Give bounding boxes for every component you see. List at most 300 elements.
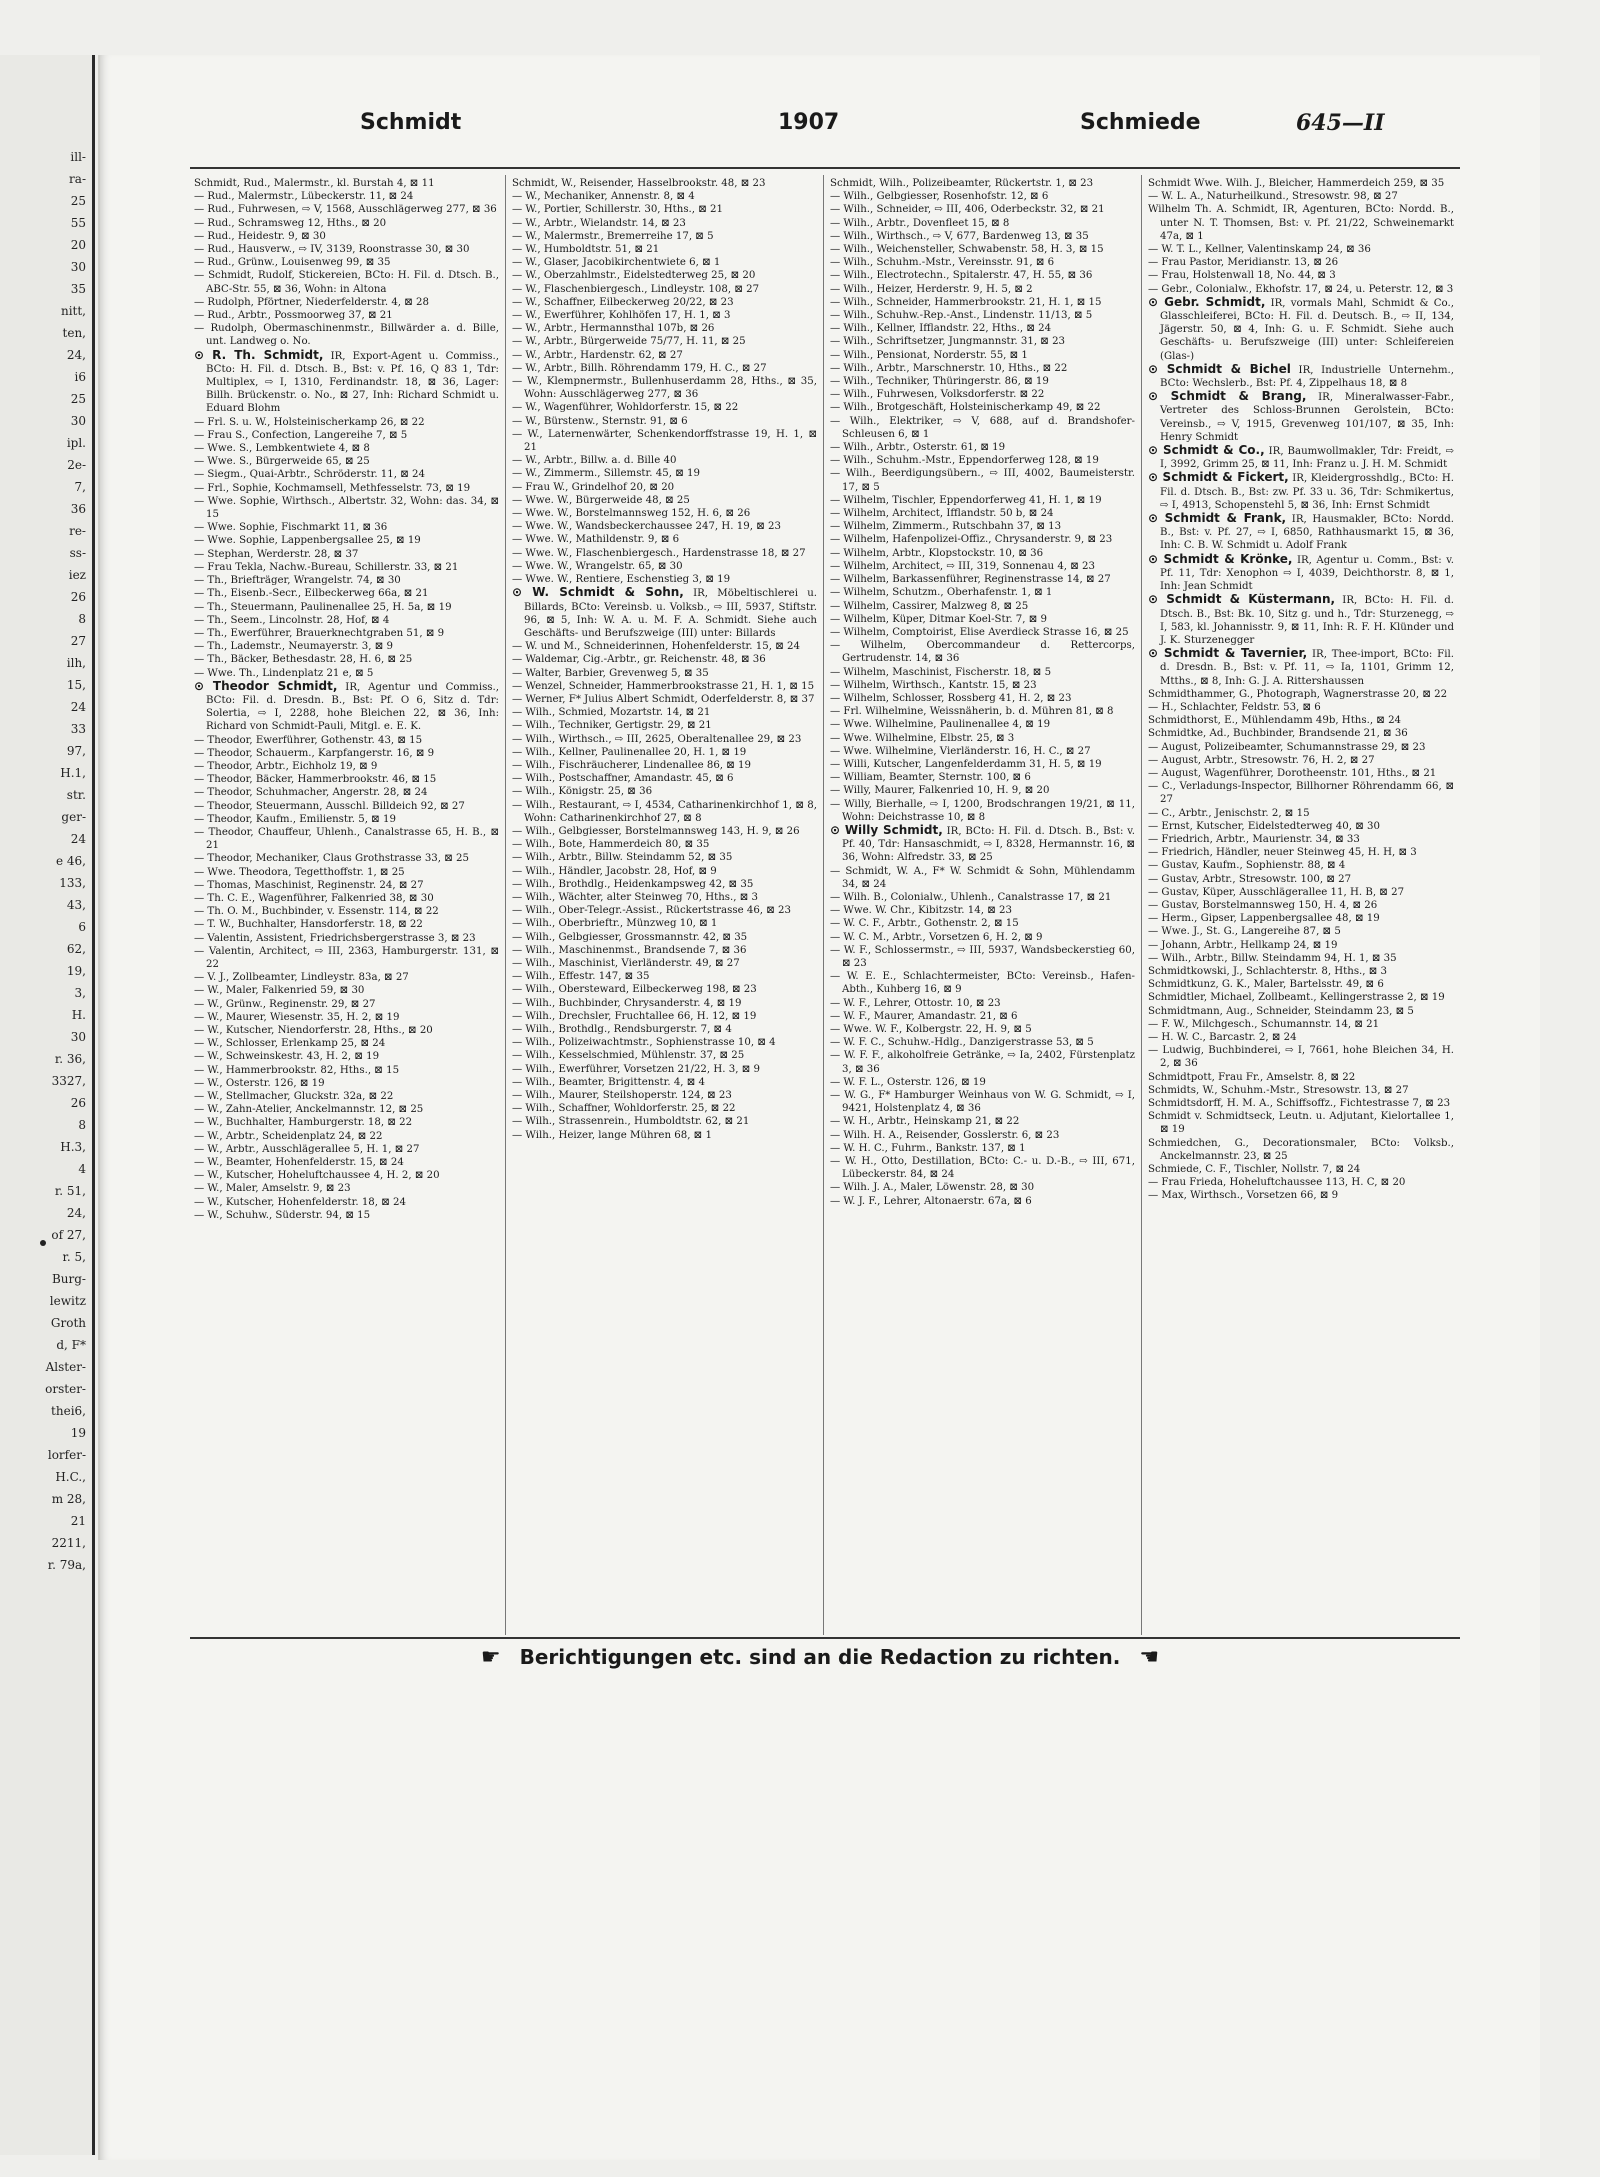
- directory-entry: — Wilhelm, Comptoirist, Elise Averdieck Strasse 16, ⊠ 25: [830, 626, 1129, 638]
- directory-entry: — Gustav, Kaufm., Sophienstr. 88, ⊠ 4: [1148, 860, 1346, 872]
- directory-entry: — Wilh., Arbtr., Billw. Steindamm 52, ⊠ 35: [512, 852, 733, 864]
- column-2: [506, 175, 824, 1635]
- directory-entry: — Wilhelm, Schlosser, Rossberg 41, H. 2, ⊠ 23: [830, 692, 1072, 704]
- directory-entry: Schmidthorst, E., Mühlendamm 49b, Hths., ⊠ 24: [1148, 715, 1402, 727]
- directory-entry: — W., Klempnermstr., Bullenhuserdamm 28, Hths., ⊠ 35, Wohn: Ausschlägerweg 277, ⊠ 36: [512, 376, 817, 401]
- previous-page-fragment: 24: [70, 700, 86, 714]
- firm-name: ⊙ Gebr. Schmidt,: [1148, 294, 1266, 309]
- directory-entry: — Th. C. E., Wagenführer, Falkenried 38, ⊠ 30: [194, 892, 434, 904]
- directory-entry: — Wilh., Brothdlg., Rendsburgerstr. 7, ⊠ 4: [512, 1024, 732, 1035]
- directory-entry: — Wilhelm, Küper, Ditmar Koel-Str. 7, ⊠ 9: [830, 613, 1048, 625]
- directory-entry: — W., Arbtr., Bürgerweide 75/77, H. 11, ⊠ 25: [512, 336, 746, 348]
- directory-entry: — Frau Tekla, Nachw.-Bureau, Schillerstr. 33, ⊠ 21: [194, 561, 459, 573]
- previous-page-fragment: 8: [78, 1118, 86, 1132]
- directory-entry: — W., Maler, Falkenried 59, ⊠ 30: [194, 985, 365, 997]
- directory-entry: ⊙ Schmidt & Co., IR, Baumwollmakler, Tdr: Freidt, ⇨ I, 3992, Grimm 25, ⊠ 11, Inh: Franz u. J. H. M. Schmidt: [1148, 443, 1454, 471]
- directory-entry: — H. W. C., Barcastr. 2, ⊠ 24: [1148, 1032, 1297, 1043]
- directory-entry: — W. F. L., Osterstr. 126, ⊠ 19: [830, 1076, 986, 1088]
- directory-entry: — Wilh., Buchbinder, Chrysanderstr. 4, ⊠ 19: [512, 997, 742, 1009]
- directory-entry: — W., Arbtr., Billw. a. d. Bille 40: [512, 455, 677, 467]
- directory-entry: — W., Zahn-Atelier, Anckelmannstr. 12, ⊠ 25: [194, 1104, 424, 1116]
- directory-entry: — Frl. S. u. W., Holsteinischerkamp 26, ⊠ 22: [194, 416, 425, 428]
- directory-entry: — Wilh., Gelbgiesser, Rosenhofstr. 12, ⊠ 6: [830, 191, 1049, 203]
- previous-page-fragment: 4: [78, 1162, 86, 1176]
- directory-entry: — Wwe. J., St. G., Langereihe 87, ⊠ 5: [1148, 926, 1341, 938]
- directory-entry: — Frau Pastor, Meridianstr. 13, ⊠ 26: [1148, 257, 1339, 269]
- directory-entry: — Wwe. Theodora, Tegetthoffstr. 1, ⊠ 25: [194, 866, 405, 878]
- directory-entry: Schmidt, W., Reisender, Hasselbrookstr. 48, ⊠ 23: [512, 178, 766, 189]
- directory-entry: — W. F., Lehrer, Ottostr. 10, ⊠ 23: [830, 997, 1001, 1009]
- previous-page-fragment: r. 5,: [62, 1250, 86, 1264]
- previous-page-fragment: 8: [78, 612, 86, 626]
- previous-page-fragment: H.: [71, 1008, 86, 1022]
- directory-entry: — Wwe. W., Wandsbeckerchaussee 247, H. 19, ⊠ 23: [512, 521, 781, 533]
- header-left-keyword: Schmidt: [360, 110, 462, 135]
- directory-entry: — F. W., Milchgesch., Schumannstr. 14, ⊠ 21: [1148, 1018, 1380, 1030]
- directory-entry: — Wilh., Fischräucherer, Lindenallee 86, ⊠ 19: [512, 759, 752, 771]
- directory-entry: — Wilh., Electrotechn., Spitalerstr. 47, H. 55, ⊠ 36: [830, 270, 1093, 282]
- previous-page-fragment: lewitz: [49, 1294, 86, 1308]
- directory-entry: — Wilh., Kesselschmied, Mühlenstr. 37, ⊠ 25: [512, 1050, 745, 1062]
- pointing-hand-left-icon: ☚: [1139, 1645, 1160, 1670]
- directory-entry: — Frau S., Confection, Langereihe 7, ⊠ 5: [194, 429, 408, 441]
- previous-page-fragment: Groth: [50, 1316, 86, 1330]
- directory-entry: — Schmidt, Rudolf, Stickereien, BCto: H. Fil. d. Dtsch. B., ABC-Str. 55, ⊠ 36, Wohn: in Altona: [194, 270, 499, 295]
- directory-entry: — Wilh., Schuhw.-Rep.-Anst., Lindenstr. 11/13, ⊠ 5: [830, 310, 1093, 322]
- directory-entry: — Wilh. B., Colonialw., Uhlenh., Canalstrasse 17, ⊠ 21: [830, 891, 1112, 903]
- directory-entry: — Wwe. W. F., Kolbergstr. 22, H. 9, ⊠ 5: [830, 1024, 1032, 1035]
- directory-entry: — Wwe. W., Wrangelstr. 65, ⊠ 30: [512, 560, 683, 572]
- directory-entry: — W., Schuhw., Süderstr. 94, ⊠ 15: [194, 1209, 371, 1221]
- previous-page-fragment: d, F*: [56, 1338, 86, 1352]
- directory-entry: Schmidt, Rud., Malermstr., kl. Burstah 4, ⊠ 11: [194, 178, 435, 189]
- directory-entry: — Wilh., Oberbrieftr., Münzweg 10, ⊠ 1: [512, 918, 718, 930]
- directory-entry: — W. H., Arbtr., Heinskamp 21, ⊠ 22: [830, 1116, 1020, 1128]
- ink-speck: [40, 1240, 46, 1246]
- directory-entry: — Wilh., Ober-Telegr.-Assist., Rückertstrasse 46, ⊠ 23: [512, 905, 792, 917]
- directory-entry: — August, Wagenführer, Dorotheenstr. 101, Hths., ⊠ 21: [1148, 767, 1437, 779]
- header-page-number: 645—II: [1296, 110, 1385, 136]
- directory-entry: — V. J., Zollbeamter, Lindleystr. 83a, ⊠ 27: [194, 972, 409, 984]
- directory-entry: — August, Polizeibeamter, Schumannstrasse 29, ⊠ 23: [1148, 741, 1426, 753]
- previous-page-fragment: 3,: [74, 986, 86, 1000]
- directory-entry: — W. C. F., Arbtr., Gothenstr. 2, ⊠ 15: [830, 918, 1019, 930]
- directory-entry: — Wilh., Schmied, Mozartstr. 14, ⊠ 21: [512, 707, 711, 719]
- directory-entry: — Wilh., Händler, Jacobstr. 28, Hof, ⊠ 9: [512, 865, 717, 877]
- directory-entry: — Wwe. W., Mathildenstr. 9, ⊠ 6: [512, 534, 680, 546]
- directory-entry: — W., Malermstr., Bremerreihe 17, ⊠ 5: [512, 230, 714, 242]
- directory-entry: — Wilhelm, Barkassenführer, Reginenstrasse 14, ⊠ 27: [830, 574, 1111, 586]
- directory-entry: Schmidtler, Michael, Zollbeamt., Kellingerstrasse 2, ⊠ 19: [1148, 992, 1445, 1004]
- directory-entry: — Wilh., Brothdlg., Heidenkampsweg 42, ⊠ 35: [512, 878, 754, 890]
- directory-entry: Schmidt, Wilh., Polizeibeamter, Rückertstr. 1, ⊠ 23: [830, 178, 1094, 189]
- directory-entry: ⊙ Schmidt & Fickert, IR, Kleidergrosshdlg., BCto: H. Fil. d. Dtsch. B., Bst: zw. Pf. 33 u. 36, Tdr: Schmikertus, ⇨ I, 4913, Schopenstehl 5, ⊠ 36, Inh: Ernst Schmidt: [1148, 470, 1454, 511]
- directory-entry: — W. F., Schlossermstr., ⇨ III, 5937, Wandsbeckerstieg 60, ⊠ 23: [830, 944, 1135, 969]
- directory-entry: — Walter, Barbier, Grevenweg 5, ⊠ 35: [512, 667, 709, 679]
- directory-entry: — W., Zimmerm., Sillemstr. 45, ⊠ 19: [512, 468, 700, 480]
- directory-entry: — W. F., Maurer, Amandastr. 21, ⊠ 6: [830, 1010, 1018, 1022]
- directory-entry: — Wilhelm, Maschinist, Fischerstr. 18, ⊠ 5: [830, 666, 1052, 678]
- directory-entry: — Wilh., Effestr. 147, ⊠ 35: [512, 971, 650, 983]
- directory-entry: — W., Kutscher, Hohenfelderstr. 18, ⊠ 24: [194, 1196, 406, 1208]
- directory-entry: — W., Arbtr., Hardenstr. 62, ⊠ 27: [512, 349, 683, 361]
- directory-entry: — Wilh., Wirthsch., ⇨ V, 677, Bardenweg 13, ⊠ 35: [830, 230, 1089, 242]
- directory-entry: — Wwe. W., Borstelmannsweg 152, H. 6, ⊠ 26: [512, 508, 751, 520]
- directory-entry: — Theodor, Steuermann, Ausschl. Billdeich 92, ⊠ 27: [194, 800, 465, 812]
- previous-page-fragment: 26: [70, 1096, 86, 1110]
- directory-entry: — Wilhelm, Schutzm., Oberhafenstr. 1, ⊠ 1: [830, 587, 1053, 599]
- directory-entry: — T. W., Buchhalter, Hansdorferstr. 18, ⊠ 22: [194, 919, 423, 931]
- previous-page-fragment: 30: [70, 260, 86, 274]
- directory-entry: — Herm., Gipser, Lappenbergsallee 48, ⊠ 19: [1148, 913, 1380, 925]
- directory-entry: — William, Beamter, Sternstr. 100, ⊠ 6: [830, 772, 1031, 784]
- previous-page-fragment: 25: [70, 194, 86, 208]
- previous-page-fragment: 62,: [66, 942, 86, 956]
- directory-entry: — Theodor, Ewerführer, Gothenstr. 43, ⊠ 15: [194, 734, 423, 746]
- directory-entry: — Frl. Wilhelmine, Weissnäherin, b. d. Mühren 81, ⊠ 8: [830, 706, 1114, 718]
- page-header: [100, 110, 1540, 150]
- directory-entry: — Wwe. Sophie, Lappenbergsallee 25, ⊠ 19: [194, 535, 421, 547]
- directory-entry: — Wilh., Beerdigungsübern., ⇨ III, 4002, Baumeisterstr. 17, ⊠ 5: [830, 468, 1135, 493]
- previous-page-fragment: r. 79a,: [47, 1558, 86, 1572]
- directory-entry: — Th., Bäcker, Bethesdastr. 28, H. 6, ⊠ 25: [194, 654, 413, 666]
- directory-entry: — Willy, Maurer, Falkenried 10, H. 9, ⊠ 20: [830, 785, 1050, 797]
- previous-page-fragment: e 46,: [56, 854, 86, 868]
- previous-page-fragment: 2e-: [67, 458, 86, 472]
- directory-entry: — Wilh., Heizer, Herderstr. 9, H. 5, ⊠ 2: [830, 283, 1033, 295]
- directory-entry: — Th., Eisenb.-Secr., Eilbeckerweg 66a, ⊠ 21: [194, 588, 429, 600]
- previous-page-fragment: 35: [70, 282, 86, 296]
- previous-page-fragment: 36: [70, 502, 86, 516]
- directory-entry: — Valentin, Architect, ⇨ III, 2363, Hamburgerstr. 131, ⊠ 22: [194, 945, 499, 970]
- directory-entry: — Wilh., Beamter, Brigittenstr. 4, ⊠ 4: [512, 1076, 706, 1088]
- previous-page-fragment: r. 51,: [54, 1184, 86, 1198]
- page-footer: [100, 1645, 1540, 1670]
- directory-entry: — Wilh., Arbtr., Marschnerstr. 10, Hths., ⊠ 22: [830, 362, 1068, 374]
- directory-entry: Schmidtmann, Aug., Schneider, Steindamm 23, ⊠ 5: [1148, 1005, 1414, 1017]
- directory-entry: — Theodor, Chauffeur, Uhlenh., Canalstrasse 65, H. B., ⊠ 21: [194, 826, 499, 852]
- directory-entry: — Wwe. W., Bürgerweide 48, ⊠ 25: [512, 494, 690, 506]
- directory-entry: — W., Maler, Amselstr. 9, ⊠ 23: [194, 1183, 351, 1195]
- directory-entry: Schmidtpott, Frau Fr., Amselstr. 8, ⊠ 22: [1148, 1071, 1356, 1083]
- directory-entry: — Wilh., Gelbgiesser, Grossmannstr. 42, ⊠ 35: [512, 931, 748, 943]
- directory-entry: — Friedrich, Arbtr., Maurienstr. 34, ⊠ 33: [1148, 833, 1360, 845]
- directory-entry: — W., Maurer, Wiesenstr. 35, H. 2, ⊠ 19: [194, 1011, 400, 1023]
- previous-page-fragment: 133,: [59, 876, 86, 890]
- previous-page-fragment: 43,: [66, 898, 86, 912]
- directory-entry: — Wilh., Königstr. 25, ⊠ 36: [512, 786, 653, 798]
- directory-entry: — W., Arbtr., Ausschlägerallee 5, H. 1, ⊠ 27: [194, 1143, 420, 1155]
- directory-entry: — Rud., Grünw., Louisenweg 99, ⊠ 35: [194, 257, 391, 269]
- previous-page-fragment: thei6,: [51, 1404, 86, 1418]
- directory-entry: Schmiedchen, G., Decorationsmaler, BCto: Volksb., Anckelmannstr. 23, ⊠ 25: [1148, 1137, 1454, 1162]
- directory-entry: — Frau W., Grindelhof 20, ⊠ 20: [512, 481, 675, 493]
- directory-entry: ⊙ Gebr. Schmidt, IR, vormals Mahl, Schmidt & Co., Glasschleiferei, BCto: H. Fil. d. Deutsch. B., ⇨ II, 134, Jägerstr. 50, ⊠ 4, Inh: G. u. F. Schmidt. Siehe auch Geschäfts- u. Berufszweige (III) unter: Schleifereien (Glas-): [1148, 294, 1454, 362]
- directory-entry: — Gustav, Küper, Ausschlägerallee 11, H. B, ⊠ 27: [1148, 886, 1405, 898]
- firm-name: ⊙ Schmidt & Küstermann,: [1148, 592, 1336, 607]
- directory-entry: — W., Wagenführer, Wohldorferstr. 15, ⊠ 22: [512, 402, 739, 414]
- previous-page-fragment: 25: [70, 392, 86, 406]
- previous-page-fragment: ill-: [70, 150, 86, 164]
- directory-entry: — Wilh., Ewerführer, Vorsetzen 21/22, H. 3, ⊠ 9: [512, 1063, 760, 1075]
- directory-entry: — Wwe. Th., Lindenplatz 21 e, ⊠ 5: [194, 667, 374, 679]
- previous-page-edge: [0, 55, 95, 2155]
- directory-entry: ⊙ W. Schmidt & Sohn, IR, Möbeltischlerei u. Billards, BCto: Vereinsb. u. Volksb., ⇨ III, 5937, Stiftstr. 96, ⊠ 5, Inh: W. A. u. M. F. A. Schmidt. Siehe auch Geschäfts- und Berufszweige (III) unter: Billards: [512, 585, 817, 639]
- previous-page-fragment: 27: [70, 634, 86, 648]
- directory-entry: — Waldemar, Cig.-Arbtr., gr. Reichenstr. 48, ⊠ 36: [512, 654, 766, 666]
- firm-name: ⊙ Schmidt & Krönke,: [1148, 551, 1293, 566]
- directory-entry: — W., Schaffner, Eilbeckerweg 20/22, ⊠ 23: [512, 296, 734, 308]
- previous-page-fragment: 24: [70, 832, 86, 846]
- directory-entry: — W. L. A., Naturheilkund., Stresowstr. 98, ⊠ 27: [1148, 191, 1398, 203]
- directory-entry: — W. J. F., Lehrer, Altonaerstr. 67a, ⊠ 6: [830, 1195, 1032, 1207]
- directory-entry: — Rud., Malermstr., Lübeckerstr. 11, ⊠ 24: [194, 191, 414, 203]
- column-3: [824, 175, 1142, 1635]
- directory-entry: — Rudolph, Obermaschinenmstr., Billwärder a. d. Bille, unt. Landweg o. No.: [194, 323, 499, 348]
- previous-page-fragment: 20: [70, 238, 86, 252]
- previous-page-fragment: 97,: [66, 744, 86, 758]
- directory-entry: — W., Kutscher, Niendorferstr. 28, Hths., ⊠ 20: [194, 1025, 433, 1036]
- directory-entry: — Wilh., Schuhm.-Mstr., Eppendorferweg 128, ⊠ 19: [830, 455, 1099, 467]
- directory-entry: — Wilh., Pensionat, Norderstr. 55, ⊠ 1: [830, 349, 1028, 361]
- directory-entry: — W., Bürstenw., Sternstr. 91, ⊠ 6: [512, 415, 688, 427]
- directory-entry: — Wwe. Wilhelmine, Vierländerstr. 16, H. C., ⊠ 27: [830, 745, 1091, 757]
- directory-entry: — Theodor, Schauerm., Karpfangerstr. 16, ⊠ 9: [194, 747, 435, 759]
- directory-entry: — Wenzel, Schneider, Hammerbrookstrasse 21, H. 1, ⊠ 15: [512, 680, 815, 692]
- directory-entry: — W. G., F* Hamburger Weinhaus von W. G. Schmidt, ⇨ I, 9421, Holstenplatz 4, ⊠ 36: [830, 1090, 1135, 1115]
- previous-page-fragment: nitt,: [60, 304, 86, 318]
- directory-entry: — Wilh., Postschaffner, Amandastr. 45, ⊠ 6: [512, 773, 734, 785]
- directory-entry: Schmidts, W., Schuhm.-Mstr., Stresowstr. 13, ⊠ 27: [1148, 1084, 1409, 1096]
- directory-entry: — Wilh., Kellner, Ifflandstr. 22, Hths., ⊠ 24: [830, 323, 1052, 335]
- directory-entry: — Wilh., Heizer, lange Mühren 68, ⊠ 1: [512, 1129, 712, 1141]
- directory-entry: — Schmidt, W. A., F* W. Schmidt & Sohn, Mühlendamm 34, ⊠ 24: [830, 865, 1135, 890]
- directory-entry: — W., Portier, Schillerstr. 30, Hths., ⊠ 21: [512, 204, 724, 216]
- directory-entry: — Theodor, Schuhmacher, Angerstr. 28, ⊠ 24: [194, 787, 428, 799]
- firm-name: ⊙ Schmidt & Tavernier,: [1148, 646, 1308, 661]
- directory-entry: — Wilhelm, Zimmerm., Rutschbahn 37, ⊠ 13: [830, 521, 1062, 533]
- directory-entry: — Wwe. S., Bürgerweide 65, ⊠ 25: [194, 456, 370, 468]
- firm-name: ⊙ Schmidt & Co.,: [1148, 443, 1265, 458]
- directory-entry: — W., Oberzahlmstr., Eidelstedterweg 25, ⊠ 20: [512, 270, 756, 282]
- directory-entry: — Wilhelm, Wirthsch., Kantstr. 15, ⊠ 23: [830, 679, 1037, 691]
- directory-entry: — Wilh., Gelbgiesser, Borstelmannsweg 143, H. 9, ⊠ 26: [512, 825, 800, 837]
- previous-page-fragment: 15,: [66, 678, 86, 692]
- directory-entry: ⊙ Schmidt & Frank, IR, Hausmakler, BCto: Nordd. B., Bst: v. Pf. 27, ⇨ I, 6850, Rathhausmarkt 15, ⊠ 36, Inh: C. B. W. Schmidt u. Adolf Frank: [1148, 511, 1454, 552]
- directory-entry: — Wilhelm, Architect, ⇨ III, 319, Sonnenau 4, ⊠ 23: [830, 560, 1096, 572]
- directory-page: [98, 55, 1540, 2160]
- previous-page-fragment: Burg-: [51, 1272, 86, 1286]
- directory-entry: — Wilh., Schriftsetzer, Jungmannstr. 31, ⊠ 23: [830, 336, 1066, 348]
- firm-name: ⊙ Schmidt & Frank,: [1148, 511, 1287, 526]
- directory-entry: — Rudolph, Pförtner, Niederfelderstr. 4, ⊠ 28: [194, 296, 430, 308]
- directory-entry: — Wilh., Schneider, ⇨ III, 406, Oderbeckstr. 32, ⊠ 21: [830, 204, 1105, 216]
- directory-entry: Schmidt v. Schmidtseck, Leutn. u. Adjutant, Kielortallee 1, ⊠ 19: [1148, 1111, 1454, 1136]
- directory-entry: — W., Flaschenbiergesch., Lindleystr. 108, ⊠ 27: [512, 283, 760, 295]
- directory-entry: — Wwe. Wilhelmine, Paulinenallee 4, ⊠ 19: [830, 719, 1051, 731]
- directory-entry: — Wilh., Bote, Hammerdeich 80, ⊠ 35: [512, 839, 710, 851]
- directory-entry: Wilhelm Th. A. Schmidt, IR, Agenturen, BCto: Nordd. B., unter N. T. Thomsen, Bst: v. Pf. 21/22, Schweinemarkt 47a, ⊠ 1: [1148, 204, 1454, 242]
- previous-page-fragment: 19: [70, 1426, 86, 1440]
- directory-entry: — W., Stellmacher, Gluckstr. 32a, ⊠ 22: [194, 1091, 394, 1103]
- directory-entry: — Wwe. Sophie, Fischmarkt 11, ⊠ 36: [194, 522, 388, 534]
- directory-entry: — Wilh., Drechsler, Fruchtallee 66, H. 12, ⊠ 19: [512, 1010, 757, 1022]
- directory-entry: ⊙ Schmidt & Bichel IR, Industrielle Unternehm., BCto: Wechslerb., Bst: Pf. 4, Zippelhaus 18, ⊠ 8: [1148, 361, 1454, 390]
- directory-entry: — Wilh., Kellner, Paulinenallee 20, H. 1, ⊠ 19: [512, 746, 747, 758]
- footer-notice: Berichtigungen etc. sind an die Redaction zu richten.: [519, 1645, 1121, 1669]
- directory-entry: — Stephan, Werderstr. 28, ⊠ 37: [194, 548, 359, 560]
- directory-entry: — W. T. L., Kellner, Valentinskamp 24, ⊠ 36: [1148, 244, 1371, 256]
- directory-entry: — Wilh., Schuhm.-Mstr., Vereinsstr. 91, ⊠ 6: [830, 257, 1055, 269]
- directory-entry: — Wwe. W., Flaschenbiergesch., Hardenstrasse 18, ⊠ 27: [512, 547, 806, 559]
- directory-entry: — Wilh. H. A., Reisender, Gosslerstr. 6, ⊠ 23: [830, 1129, 1060, 1141]
- directory-entry: — W., Arbtr., Hermannsthal 107b, ⊠ 26: [512, 323, 715, 335]
- directory-entry: — Wilhelm, Hafenpolizei-Offiz., Chrysanderstr. 9, ⊠ 23: [830, 534, 1113, 546]
- previous-page-fragment: ipl.: [66, 436, 86, 450]
- firm-name: ⊙ Theodor Schmidt,: [194, 678, 338, 693]
- header-year: 1907: [778, 110, 840, 135]
- header-rule: [190, 167, 1460, 169]
- directory-entry: Schmidthammer, G., Photograph, Wagnerstrasse 20, ⊠ 22: [1148, 688, 1448, 700]
- directory-entry: Schmiede, C. F., Tischler, Nollstr. 7, ⊠ 24: [1148, 1164, 1361, 1176]
- previous-page-fragment: ilh,: [66, 656, 86, 670]
- directory-entry: — W., Ewerführer, Kohlhöfen 17, H. 1, ⊠ 3: [512, 310, 731, 322]
- pointing-hand-right-icon: ☛: [480, 1645, 501, 1670]
- directory-entry: — Frau Frieda, Hoheluftchaussee 113, H. C, ⊠ 20: [1148, 1177, 1406, 1189]
- directory-entry: — Wilh., Brotgeschäft, Holsteinischerkamp 49, ⊠ 22: [830, 402, 1101, 414]
- directory-entry: — Theodor, Bäcker, Hammerbrookstr. 46, ⊠ 15: [194, 774, 437, 786]
- directory-entry: — Wilh., Fuhrwesen, Volksdorferstr. ⊠ 22: [830, 389, 1045, 401]
- previous-page-fragment: 30: [70, 1030, 86, 1044]
- directory-entry: — Wilh., Wirthsch., ⇨ III, 2625, Oberaltenallee 29, ⊠ 23: [512, 733, 802, 745]
- previous-page-fragment: ss-: [69, 546, 86, 560]
- directory-entry: — Wilh., Obersteward, Eilbeckerweg 198, ⊠ 23: [512, 984, 757, 996]
- previous-page-fragment: orster-: [45, 1382, 86, 1396]
- previous-page-fragment: H.3,: [60, 1140, 86, 1154]
- directory-entry: — Wilhelm, Cassirer, Malzweg 8, ⊠ 25: [830, 600, 1029, 612]
- directory-entry: — W., Osterstr. 126, ⊠ 19: [194, 1077, 325, 1089]
- previous-page-fragment: 30: [70, 414, 86, 428]
- directory-entry: — Gustav, Borstelmannsweg 150, H. 4, ⊠ 26: [1148, 899, 1378, 911]
- previous-page-fragment: 24,: [66, 348, 86, 362]
- previous-page-fragment: H.C.,: [55, 1470, 86, 1484]
- directory-entry: — Gebr., Colonialw., Ekhofstr. 17, ⊠ 24, u. Peterstr. 12, ⊠ 3: [1148, 283, 1454, 295]
- directory-entry: — W., Beamter, Hohenfelderstr. 15, ⊠ 24: [194, 1157, 404, 1169]
- directory-entry: — Rud., Schramsweg 12, Hths., ⊠ 20: [194, 217, 387, 229]
- directory-entry: — Wilh., Wächter, alter Steinweg 70, Hths., ⊠ 3: [512, 891, 758, 903]
- directory-entry: — Wilhelm, Architect, Ifflandstr. 50 b, ⊠ 24: [830, 508, 1054, 520]
- directory-entry: — Wwe. S., Lembkentwiete 4, ⊠ 8: [194, 443, 370, 455]
- previous-page-fragment: of 27,: [51, 1228, 86, 1242]
- directory-entry: — Wilh., Techniker, Gertigstr. 29, ⊠ 21: [512, 720, 712, 732]
- directory-entry: — W., Laternenwärter, Schenkendorffstrasse 19, H. 1, ⊠ 21: [512, 428, 817, 454]
- directory-entry: — H., Schlachter, Feldstr. 53, ⊠ 6: [1148, 701, 1321, 713]
- firm-name: ⊙ Willy Schmidt,: [830, 822, 943, 837]
- directory-entry: — W. F. C., Schuhw.-Hdlg., Danzigerstrasse 53, ⊠ 5: [830, 1037, 1094, 1049]
- directory-entry: Schmidtke, Ad., Buchbinder, Brandsende 21, ⊠ 36: [1148, 728, 1408, 740]
- directory-entry: ⊙ Schmidt & Küstermann, IR, BCto: H. Fil. d. Dtsch. B., Bst: Bk. 10, Sitz g. und h., Tdr: Sturzenegg, ⇨ I, 583, kl. Johannisstr. 9, ⊠ 11, Inh: R. F. H. Klünder und J. K. Sturzenegger: [1148, 592, 1454, 646]
- directory-entry: — Ludwig, Buchbinderei, ⇨ I, 7661, hohe Bleichen 34, H. 2, ⊠ 36: [1148, 1045, 1454, 1070]
- firm-name: ⊙ W. Schmidt & Sohn,: [512, 585, 684, 600]
- directory-entry: — Th., Briefträger, Wrangelstr. 74, ⊠ 30: [194, 575, 401, 587]
- directory-entry: — Wwe. Sophie, Wirthsch., Albertstr. 32, Wohn: das. 34, ⊠ 15: [194, 495, 499, 521]
- directory-entry: — Rud., Heidestr. 9, ⊠ 30: [194, 230, 326, 242]
- directory-entry: — Wilh. J. A., Maler, Löwenstr. 28, ⊠ 30: [830, 1182, 1035, 1194]
- directory-columns: [188, 175, 1460, 1635]
- previous-page-fragment: 19,: [66, 964, 86, 978]
- directory-entry: — W., Schlosser, Erlenkamp 25, ⊠ 24: [194, 1038, 386, 1050]
- directory-entry: — W., Kutscher, Hoheluftchaussee 4, H. 2, ⊠ 20: [194, 1170, 440, 1182]
- directory-entry: — Gustav, Arbtr., Stresowstr. 100, ⊠ 27: [1148, 873, 1352, 885]
- previous-page-fragment: lorfer-: [47, 1448, 86, 1462]
- directory-entry: — Valentin, Assistent, Friedrichsbergerstrasse 3, ⊠ 23: [194, 932, 476, 944]
- firm-name: ⊙ Schmidt & Fickert,: [1148, 470, 1289, 485]
- footer-rule: [190, 1637, 1460, 1639]
- directory-entry: — C., Verladungs-Inspector, Billhorner Röhrendamm 66, ⊠ 27: [1148, 781, 1454, 806]
- previous-page-fragment: 26: [70, 590, 86, 604]
- directory-entry: — W., Buchhalter, Hamburgerstr. 18, ⊠ 22: [194, 1117, 413, 1129]
- directory-entry: — Wwe. W., Rentiere, Eschenstieg 3, ⊠ 19: [512, 574, 731, 586]
- directory-entry: — Wilhelm, Tischler, Eppendorferweg 41, H. 1, ⊠ 19: [830, 494, 1102, 506]
- previous-page-fragment: 24,: [66, 1206, 86, 1220]
- directory-entry: ⊙ Schmidt & Tavernier, IR, Thee-import, BCto: Fil. d. Dresdn. B., Bst: v. Pf. 11, ⇨ Ia, 1101, Grimm 12, Mtths., ⊠ 8, Inh: G. J. A. Rittershaussen: [1148, 646, 1454, 687]
- directory-entry: — Ernst, Kutscher, Eidelstedterweg 40, ⊠ 30: [1148, 820, 1380, 832]
- directory-entry: — W. H., Otto, Destillation, BCto: C.- u. D.-B., ⇨ III, 671, Lübeckerstr. 84, ⊠ 24: [830, 1156, 1135, 1181]
- directory-entry: ⊙ Willy Schmidt, IR, BCto: H. Fil. d. Dtsch. B., Bst: v. Pf. 40, Tdr: Hansaschmidt, ⇨ I, 8328, Hermannstr. 16, ⊠ 36, Wohn: Alfredstr. 33, ⊠ 25: [830, 822, 1135, 864]
- previous-page-fragment: r. 36,: [54, 1052, 86, 1066]
- directory-entry: — Wilh., Polizeiwachtmstr., Sophienstrasse 10, ⊠ 4: [512, 1037, 776, 1049]
- directory-entry: — Th., Steuermann, Paulinenallee 25, H. 5a, ⊠ 19: [194, 601, 452, 613]
- previous-page-fragment: iez: [68, 568, 86, 582]
- directory-entry: — Th., Ewerführer, Brauerknechtgraben 51, ⊠ 9: [194, 627, 445, 639]
- directory-entry: — Johann, Arbtr., Hellkamp 24, ⊠ 19: [1148, 939, 1338, 951]
- previous-page-fragment: i6: [74, 370, 86, 384]
- directory-entry: — Wilh., Restaurant, ⇨ I, 4534, Catharinenkirchhof 1, ⊠ 8, Wohn: Catharinenkirchhof 27, ⊠ 8: [512, 799, 817, 824]
- directory-entry: Schmidt Wwe. Wilh. J., Bleicher, Hammerdeich 259, ⊠ 35: [1148, 178, 1445, 189]
- directory-entry: — Wilhelm, Obercommandeur d. Rettercorps, Gertrudenstr. 14, ⊠ 36: [830, 640, 1135, 665]
- directory-entry: — Theodor, Kaufm., Emilienstr. 5, ⊠ 19: [194, 813, 396, 825]
- directory-entry: — W., Glaser, Jacobikirchentwiete 6, ⊠ 1: [512, 257, 721, 269]
- directory-entry: Schmidtkunz, G. K., Maler, Bartelsstr. 49, ⊠ 6: [1148, 979, 1384, 991]
- previous-page-fragment: 6: [78, 920, 86, 934]
- directory-entry: — Wilh., Elektriker, ⇨ V, 688, auf d. Brandshofer-Schleusen 6, ⊠ 1: [830, 415, 1135, 440]
- directory-entry: — Theodor, Arbtr., Eichholz 19, ⊠ 9: [194, 760, 378, 772]
- previous-page-fragment: 55: [70, 216, 86, 230]
- previous-page-fragment: ger-: [61, 810, 86, 824]
- directory-entry: — W., Arbtr., Wielandstr. 14, ⊠ 23: [512, 217, 686, 229]
- directory-entry: ⊙ Theodor Schmidt, IR, Agentur und Commiss., BCto: Fil. d. Dresdn. B., Bst: Pf. O 6, Sitz d. Tdr: Solertia, ⇨ I, 2288, hohe Bleichen 22, ⊠ 36, Inh: Richard von Schmidt-Pauli, Mitgl. e. E. K.: [194, 678, 500, 733]
- directory-entry: — Wilh., Arbtr., Osterstr. 61, ⊠ 19: [830, 442, 1006, 454]
- directory-entry: — Th., Seem., Lincolnstr. 28, Hof, ⊠ 4: [194, 614, 390, 626]
- directory-entry: — Rud., Hausverw., ⇨ IV, 3139, Roonstrasse 30, ⊠ 30: [194, 244, 470, 256]
- directory-entry: — Wwe. W. Chr., Kibitzstr. 14, ⊠ 23: [830, 905, 1012, 917]
- directory-entry: — W., Grünw., Reginenstr. 29, ⊠ 27: [194, 998, 376, 1010]
- column-4: [1142, 175, 1460, 1635]
- previous-page-fragment: ten,: [62, 326, 86, 340]
- directory-entry: ⊙ Schmidt & Krönke, IR, Agentur u. Comm., Bst: v. Pf. 11, Tdr: Xenophon ⇨ I, 4039, Deichthorstr. 8, ⊠ 1, Inh: Jean Schmidt: [1148, 551, 1454, 593]
- directory-entry: — Rud., Arbtr., Possmoorweg 37, ⊠ 21: [194, 310, 393, 322]
- directory-entry: ⊙ Schmidt & Brang, IR, Mineralwasser-Fabr., Vertreter des Schloss-Brunnen Gerolstein, BCto: Vereinsb., ⇨ V, 1915, Grevenweg 101/107, ⊠ 35, Inh: Henry Schmidt: [1148, 389, 1454, 443]
- firm-name: ⊙ Schmidt & Brang,: [1148, 389, 1307, 404]
- directory-entry: Schmidtkowski, J., Schlachterstr. 8, Hths., ⊠ 3: [1148, 965, 1388, 977]
- directory-entry: — W. E. E., Schlachtermeister, BCto: Vereinsb., Hafen-Abth., Kuhberg 16, ⊠ 9: [830, 971, 1135, 996]
- previous-page-fragment: Alster-: [45, 1360, 86, 1374]
- directory-entry: — Th., Lademstr., Neumayerstr. 3, ⊠ 9: [194, 641, 393, 653]
- previous-page-fragment: m 28,: [51, 1492, 86, 1506]
- directory-entry: — Wilh., Strassenrein., Humboldtstr. 62, ⊠ 21: [512, 1116, 750, 1128]
- directory-entry: — C., Arbtr., Jenischstr. 2, ⊠ 15: [1148, 807, 1310, 819]
- previous-page-fragment: 33: [70, 722, 86, 736]
